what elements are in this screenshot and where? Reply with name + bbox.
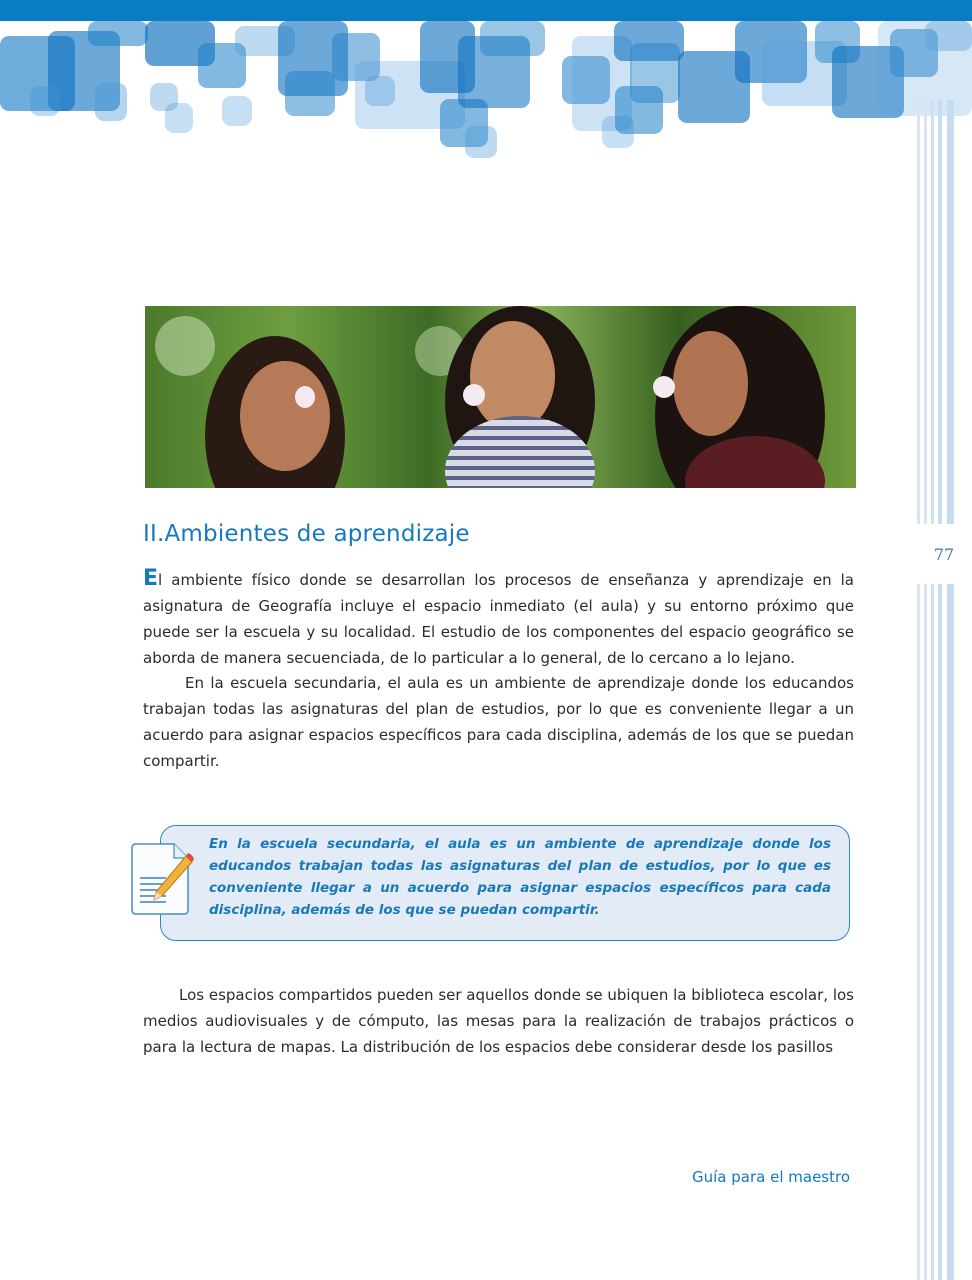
document-pencil-icon	[130, 842, 196, 916]
page-number-box	[912, 524, 972, 584]
section-title: II.Ambientes de aprendizaje	[143, 521, 470, 547]
paragraph-1-text: l ambiente físico donde se desarrollan los procesos de enseñanza y aprendizaje en la asignatura de Geografía incluye el espacio inmediato (el aula) y su entorno próximo que puede ser la escuela y su localidad. El estudio de los componentes del espacio geográfico se aborda de manera secuenciada, de lo particular a lo general, de lo cercano a lo lejano.	[143, 571, 854, 667]
dropcap: E	[143, 566, 159, 591]
header-bar	[0, 0, 972, 21]
callout-text: En la escuela secundaria, el aula es un ambiente de aprendizaje donde los educandos trabajan todas las asignaturas del plan de estudios, por lo que es conveniente llegar a un acuerdo para asignar espacios específicos para cada disciplina, además de los que se puedan compartir.	[209, 836, 831, 918]
paragraph-3: Los espacios compartidos pueden ser aquellos donde se ubiquen la biblioteca escolar, los medios audiovisuales y de cómputo, las mesas para la realización de trabajos prácticos o para la lectura de mapas. La distribución de los espacios debe considerar desde los pasillos	[143, 986, 854, 1056]
header-decoration	[0, 21, 972, 161]
side-stripes	[912, 100, 972, 1280]
paragraph-2: En la escuela secundaria, el aula es un ambiente de aprendizaje donde los educandos trabajan todas las asignaturas del plan de estudios, por lo que es conveniente llegar a un acuerdo para asignar espacios específicos para cada disciplina, además de los que se puedan compartir.	[143, 674, 854, 770]
page-number: 77	[933, 544, 955, 564]
footer-guide-title: Guía para el maestro	[692, 1168, 851, 1186]
header-photo	[145, 306, 856, 488]
callout-box	[160, 825, 850, 941]
paragraph-1	[143, 566, 854, 671]
